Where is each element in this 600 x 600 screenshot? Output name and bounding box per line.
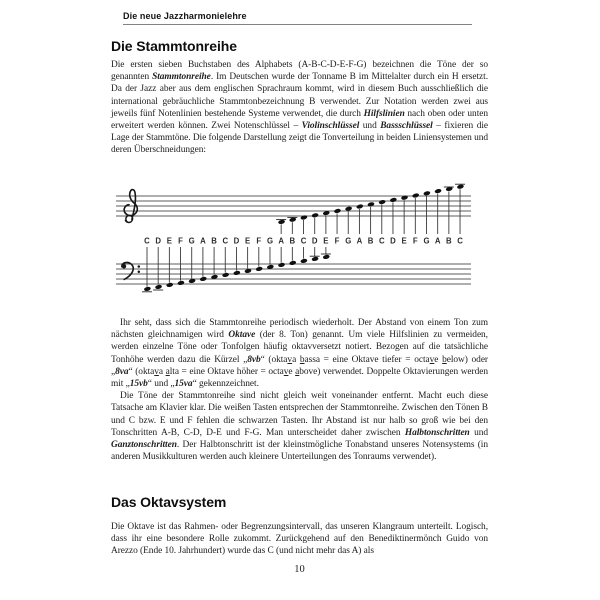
note-letter: G [188,236,195,246]
note-letter: F [256,236,262,246]
running-head-title: Die neue Jazzharmonielehre [123,11,247,21]
note-letter: C [300,236,307,246]
note-letter: A [356,236,363,246]
note-letter: E [166,236,172,246]
note-letter: C [378,236,385,246]
note-letter: F [178,236,183,246]
bass-clef-icon [122,262,140,279]
section-heading-oktavsystem: Das Oktavsystem [111,494,227,510]
paragraph: Die Töne der Stammtonreihe sind nicht gleich weit voneinander entfernt. Macht euch diese Tatsache am Klavier klar. Die weißen Tasten entsprechen der Stammtonreihe. Zwischen den Tönen B und C bzw. E und F fehlen die schwarzen Tasten. Ihr Abstand ist nur halb so groß wie bei den Tonschritten A-B, C-D, D-E und F-G. Man unterscheidet daher zwischen Halbtonschritten und Ganztonschritten. Der Halbtonschritt ist der kleinstmögliche Tonabstand unseres Notensystems (in anderen Musikkulturen werden auch kleinere Unterteilungen des Tonraums verwendet). [111,391,488,463]
note-letter: D [311,236,318,246]
note-letter: D [390,236,396,246]
note-letter: B [367,236,374,246]
note-letter: C [222,236,229,246]
note-letter: G [266,236,274,246]
note-letter: A [200,236,206,246]
paragraph-block-oktave [111,317,488,463]
note-letter: F [334,236,340,246]
note-letter: D [233,236,240,246]
running-head [123,11,472,25]
note-letter: B [211,236,217,246]
section-heading-stammtonreihe: Die Stammtonreihe [111,38,237,54]
staff-notation-figure [0,183,600,305]
note-letter: G [345,236,352,246]
note-letter: A [434,236,441,246]
note-letter: E [323,236,329,246]
note-letter: G [423,236,430,246]
note-letter: C [457,236,463,246]
paragraph: Die ersten sieben Buchstaben des Alphabets (A-B-C-D-E-F-G) bezeichnen die Töne der so genannten Stammtonreihe. Im Deutschen wurde der Tonname B im Mittelalter durch ein H ersetzt. Da der Jazz aber aus dem englischen Sprachraum kommt, wird in diesem Buch ausschließlich die international gebräuchliche Stammtonbezeichnung B verwendet. Zur Notation werden zwei aus jeweils fünf Notenlinien bestehende Systeme verwendet, die durch Hilfslinien nach oben oder unten erweitert werden können. Zwei Notenschlüssel – Violinschlüssel und Bassschlüssel – fixieren die Lage der Stammtöne. Die folgende Darstellung zeigt die Tonverteilung in beiden Liniensystemen und deren Überschneidungen: [111,60,489,156]
note-letter: D [155,236,162,246]
note-letters [144,237,463,246]
paragraph: Die Oktave ist das Rahmen- oder Begrenzungsintervall, das unseren Klangraum unterteilt. Logisch, dass ihr eine besondere Rolle zukommt. Zurückgehend auf den Benediktinermönch Guido von Arezzo (Ende 10. Jahrhundert) wurde das C (und nicht mehr das A) als [111,522,488,557]
note-letter: C [144,236,150,246]
treble-notes [278,184,464,234]
page-number: 10 [294,564,305,575]
note-letter: E [401,236,407,246]
paragraph-block-intro [111,59,488,157]
note-letter: B [289,236,296,246]
note-letter: F [412,236,418,246]
note-letter: B [446,236,452,246]
note-letter: E [245,236,251,246]
note-letter: A [278,236,284,246]
paragraph: Ihr seht, dass sich die Stammtonreihe periodisch wiederholt. Der Abstand von einem Ton zum nächsten gleichnamigen wird Oktave (der 8. Ton) genannt. Um viele Hilfslinien zu vermeiden, werden einzelne Töne oder Tonfolgen häufig oktavversetzt notiert. Bezogen auf die tatsächliche Tonhöhe werden dazu die Kürzel „8vb“ (oktava bassa = eine Oktave tiefer = octave below) oder „8va“ (oktava alta = eine Oktave höher = octave above) verwendet. Doppelte Oktavierungen werden mit „15vb“ und „15va“ gekennzeichnet. [111,318,488,390]
paragraph-block-oktavsystem [111,521,488,558]
